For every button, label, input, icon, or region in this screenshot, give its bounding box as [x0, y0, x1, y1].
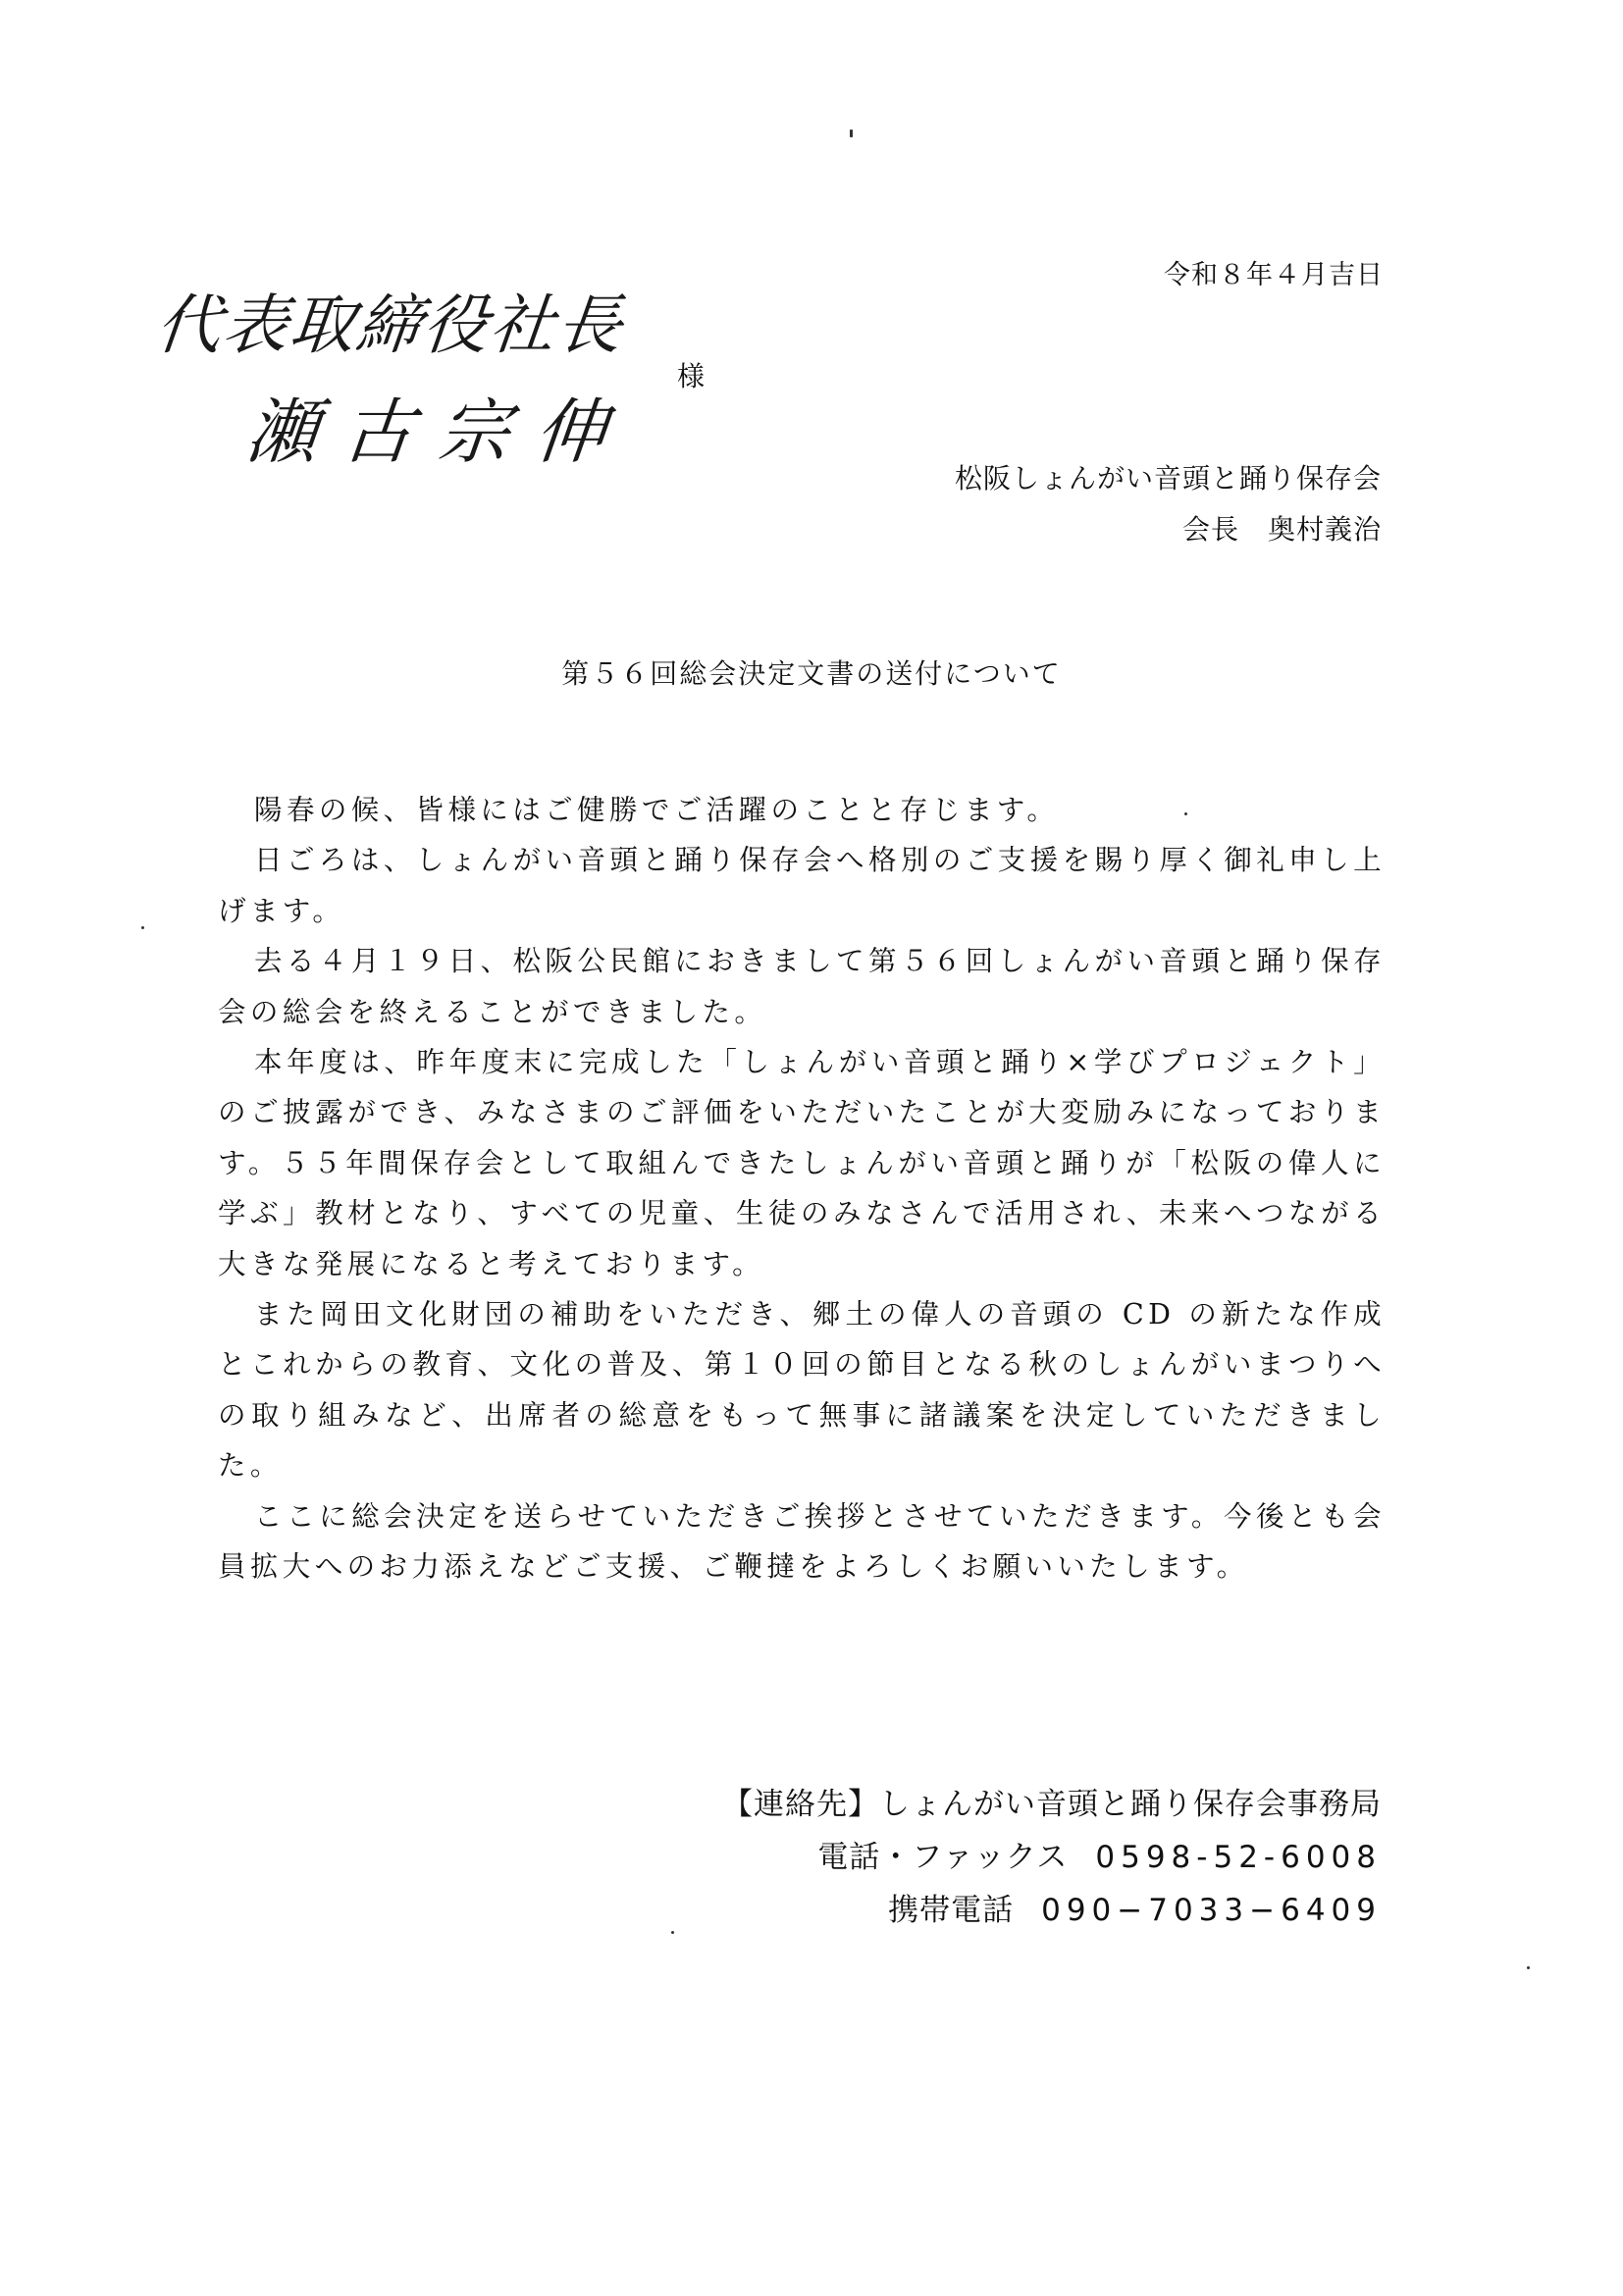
sender-block	[844, 453, 1382, 555]
contact-mobile-row	[687, 1884, 1382, 1937]
scan-speck	[850, 130, 853, 137]
contact-block	[687, 1778, 1382, 1937]
letter-body	[218, 785, 1386, 1592]
body-paragraph: 日ごろは、しょんがい音頭と踊り保存会へ格別のご支援を賜り厚く御礼申し上げます。	[218, 844, 1386, 927]
body-paragraph: 去る４月１９日、松阪公民館におきまして第５６回しょんがい音頭と踊り保存会の総会を終えることができました。	[218, 945, 1386, 1028]
scan-speck	[1184, 812, 1187, 815]
letter-subject: 第５６回総会決定文書の送付について	[561, 657, 1062, 690]
recipient-name-handwritten: 瀬古宗伸	[241, 391, 636, 473]
recipient-honorific: 様	[677, 360, 706, 392]
body-paragraph: また岡田文化財団の補助をいただき、郷土の偉人の音頭の CD の新たな作成とこれからの教育、文化の普及、第１０回の節目となる秋のしょんがいまつりへの取り組みなど、出席者の総意をもって無事に諸議案を決定していただきました。	[218, 1298, 1386, 1483]
letter-date: 令和８年４月吉日	[1164, 260, 1384, 290]
body-paragraph: 陽春の候、皆様にはご健勝でご活躍のことと存じます。	[254, 794, 1060, 826]
scan-speck	[141, 926, 144, 929]
contact-office: しょんがい音頭と踊り保存会事務局	[879, 1787, 1382, 1822]
body-paragraph: ここに総会決定を送らせていただきご挨拶とさせていただきます。今後とも会員拡大へのお力添えなどご支援、ご鞭撻をよろしくお願いいたします。	[218, 1499, 1386, 1584]
recipient-title-handwritten: 代表取締役社長	[152, 287, 628, 363]
contact-tel-fax-row	[687, 1831, 1382, 1884]
recipient-handwritten-signature	[152, 265, 636, 491]
tel-fax-number: 0598-52-6008	[1095, 1840, 1382, 1875]
sender-president: 会長 奥村義治	[1181, 513, 1382, 546]
contact-label: 【連絡先】	[722, 1787, 879, 1822]
scan-speck	[1527, 1966, 1530, 1969]
mobile-number: 090−7033−6409	[1041, 1893, 1382, 1928]
tel-fax-label: 電話・ファックス	[817, 1840, 1069, 1875]
sender-organization: 松阪しょんがい音頭と踊り保存会	[954, 462, 1382, 495]
body-paragraph: 本年度は、昨年度末に完成した「しょんがい音頭と踊り×学びプロジェクト」のご披露ができ、みなさまのご評価をいただいたことが大変励みになっております。５５年間保存会として取組んできたしょんがい音頭と踊りが「松阪の偉人に学ぶ」教材となり、すべての児童、生徒のみなさんで活用され、未来へつながる大きな発展になると考えております。	[218, 1046, 1386, 1280]
scan-speck	[671, 1931, 674, 1934]
mobile-label: 携帯電話	[888, 1893, 1015, 1928]
contact-office-row	[687, 1778, 1382, 1831]
